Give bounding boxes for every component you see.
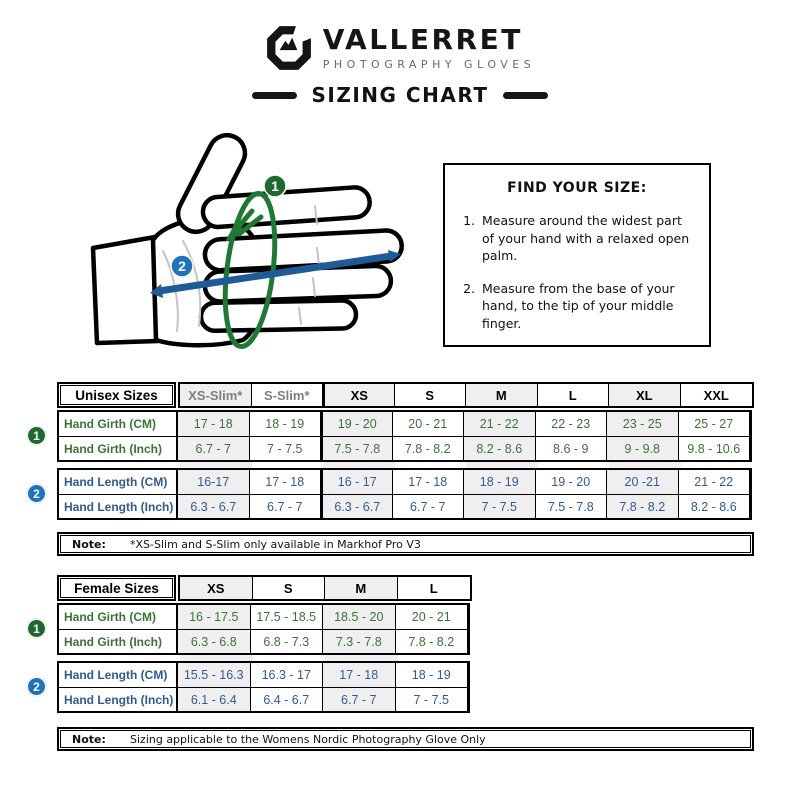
size-value-cell: 20 - 21	[396, 605, 469, 629]
find-size-title: FIND YOUR SIZE:	[507, 180, 647, 196]
size-value-cell: 8.2 - 8.6	[464, 436, 536, 460]
brand-name: VALLERRET	[322, 22, 523, 56]
brand-text	[322, 22, 536, 71]
row-label: Hand Length (Inch)	[59, 687, 178, 711]
girth-marker-number: 1	[33, 428, 40, 443]
size-column-header: XL	[609, 384, 681, 406]
step-text: Measure around the widest part of your hand with a relaxed open palm.	[482, 213, 690, 263]
brand-header	[0, 24, 800, 107]
size-value-cell: 17.5 - 18.5	[251, 605, 324, 629]
size-value-cell: 18.5 - 20	[323, 605, 396, 629]
find-your-size-box	[443, 163, 711, 347]
size-value-cell: 7.8 - 8.2	[607, 494, 679, 518]
size-value-cell: 18 - 19	[396, 663, 469, 687]
size-value-cell: 16.3 - 17	[251, 663, 324, 687]
length-marker-number: 2	[33, 486, 40, 501]
length-marker-badge	[27, 677, 46, 696]
size-value-cell: 6.4 - 6.7	[251, 687, 324, 711]
size-column-header: M	[325, 577, 398, 599]
girth-marker-badge	[27, 619, 46, 638]
size-value-cell: 19 - 20	[536, 470, 608, 494]
size-value-cell: 21 - 22	[464, 412, 536, 436]
size-column-header: XS	[323, 384, 395, 406]
size-value-cell: 19 - 20	[321, 412, 393, 436]
step-number: 2.	[463, 280, 475, 296]
note-label: Note:	[72, 537, 106, 551]
size-value-cell: 16-17	[178, 470, 250, 494]
girth-marker-number: 1	[33, 621, 40, 636]
hand-length-block	[57, 468, 752, 520]
size-column-header: L	[538, 384, 610, 406]
girth-marker-badge	[27, 426, 46, 445]
hand-diagram	[55, 126, 427, 374]
size-header-cells	[178, 575, 472, 601]
title-dash-left	[252, 92, 297, 99]
size-column-header: XXL	[703, 387, 729, 403]
table-label: Unisex Sizes	[57, 382, 176, 408]
size-value-cell: 7 - 7.5	[250, 436, 322, 460]
size-value-cell: 23 - 25	[607, 412, 679, 436]
size-value-cell: 9 - 9.8	[607, 436, 679, 460]
size-value-cell: 16 - 17	[321, 470, 393, 494]
size-column-header: XS-Slim*	[180, 384, 252, 406]
size-value-cell: 7 - 7.5	[396, 687, 469, 711]
hand-illustration	[93, 129, 403, 345]
size-value-cell: 8.2 - 8.6	[679, 494, 751, 518]
size-value-cell: 16 - 17.5	[178, 605, 251, 629]
size-value-cell: 7.5 - 7.8	[321, 436, 393, 460]
note-box	[57, 532, 754, 556]
size-value-cell: 6.7 - 7	[178, 436, 250, 460]
note-box	[57, 727, 754, 751]
step-number: 1.	[463, 213, 475, 228]
note-text: *XS-Slim and S-Slim only available in Markhof Pro V3	[130, 537, 421, 551]
size-column-header: S	[395, 384, 467, 406]
female-size-table	[33, 575, 757, 755]
girth-marker-number: 1	[271, 178, 279, 194]
brand-row	[265, 24, 536, 72]
page-title: SIZING CHART	[311, 83, 489, 107]
size-value-cell: 22 - 23	[536, 412, 608, 436]
brand-tagline: PHOTOGRAPHY GLOVES	[322, 57, 536, 71]
size-value-cell: 17 - 18	[250, 470, 322, 494]
hand-girth-block	[57, 410, 752, 462]
size-column-header: L	[429, 580, 438, 596]
vallerret-logo-icon	[265, 24, 313, 72]
size-value-cell: 17 - 18	[178, 412, 250, 436]
size-value-cell: 20 -21	[607, 470, 679, 494]
size-value-cell: 20 - 21	[393, 412, 465, 436]
table-label: Female Sizes	[57, 575, 176, 601]
row-label: Hand Length (Inch)	[59, 494, 178, 518]
title-row	[252, 83, 549, 107]
row-label: Hand Girth (Inch)	[59, 436, 178, 460]
girth-marker-badge	[264, 175, 286, 197]
size-column-header: M	[466, 384, 538, 406]
size-value-cell: 25 - 27	[679, 412, 751, 436]
length-marker-badge	[27, 484, 46, 503]
size-value-cell: 18 - 19	[464, 470, 536, 494]
length-marker-number: 2	[33, 679, 40, 694]
step-text: Measure from the base of your hand, to the tip of your middle finger.	[482, 280, 675, 331]
hand-length-block	[57, 661, 470, 713]
length-marker-badge	[171, 255, 193, 277]
size-value-cell: 9.8 - 10.6	[679, 436, 751, 460]
row-label: Hand Girth (Inch)	[59, 629, 178, 653]
size-value-cell: 6.7 - 7	[250, 494, 322, 518]
size-value-cell: 8.6 - 9	[536, 436, 608, 460]
size-value-cell: 15.5 - 16.3	[178, 663, 251, 687]
find-size-step-2	[459, 280, 695, 333]
title-dash-right	[503, 92, 548, 99]
row-label: Hand Girth (CM)	[59, 605, 178, 629]
size-value-cell: 6.3 - 6.7	[321, 494, 393, 518]
size-value-cell: 7.8 - 8.2	[396, 629, 469, 653]
row-label: Hand Length (CM)	[59, 470, 178, 494]
note-text: Sizing applicable to the Womens Nordic Photography Glove Only	[130, 732, 486, 746]
size-value-cell: 6.8 - 7.3	[251, 629, 324, 653]
row-label: Hand Length (CM)	[59, 663, 178, 687]
size-value-cell: 7.3 - 7.8	[323, 629, 396, 653]
size-value-cell: 7.8 - 8.2	[393, 436, 465, 460]
size-value-cell: 7 - 7.5	[464, 494, 536, 518]
row-label: Hand Girth (CM)	[59, 412, 178, 436]
size-column-header: XS	[180, 577, 253, 599]
size-value-cell: 21 - 22	[679, 470, 751, 494]
size-value-cell: 6.7 - 7	[393, 494, 465, 518]
size-value-cell: 6.7 - 7	[323, 687, 396, 711]
find-size-step-1	[459, 212, 695, 265]
size-column-header: S	[253, 577, 326, 599]
size-value-cell: 6.3 - 6.7	[178, 494, 250, 518]
unisex-size-table	[33, 382, 757, 558]
length-marker-number: 2	[178, 258, 186, 274]
size-value-cell: 18 - 19	[250, 412, 322, 436]
size-header-cells	[178, 382, 754, 408]
size-value-cell: 7.5 - 7.8	[536, 494, 608, 518]
size-column-header: S-Slim*	[252, 384, 324, 406]
size-value-cell: 17 - 18	[323, 663, 396, 687]
hand-girth-block	[57, 603, 470, 655]
size-value-cell: 17 - 18	[393, 470, 465, 494]
size-value-cell: 6.1 - 6.4	[178, 687, 251, 711]
note-label: Note:	[72, 732, 106, 746]
size-value-cell: 6.3 - 6.8	[178, 629, 251, 653]
